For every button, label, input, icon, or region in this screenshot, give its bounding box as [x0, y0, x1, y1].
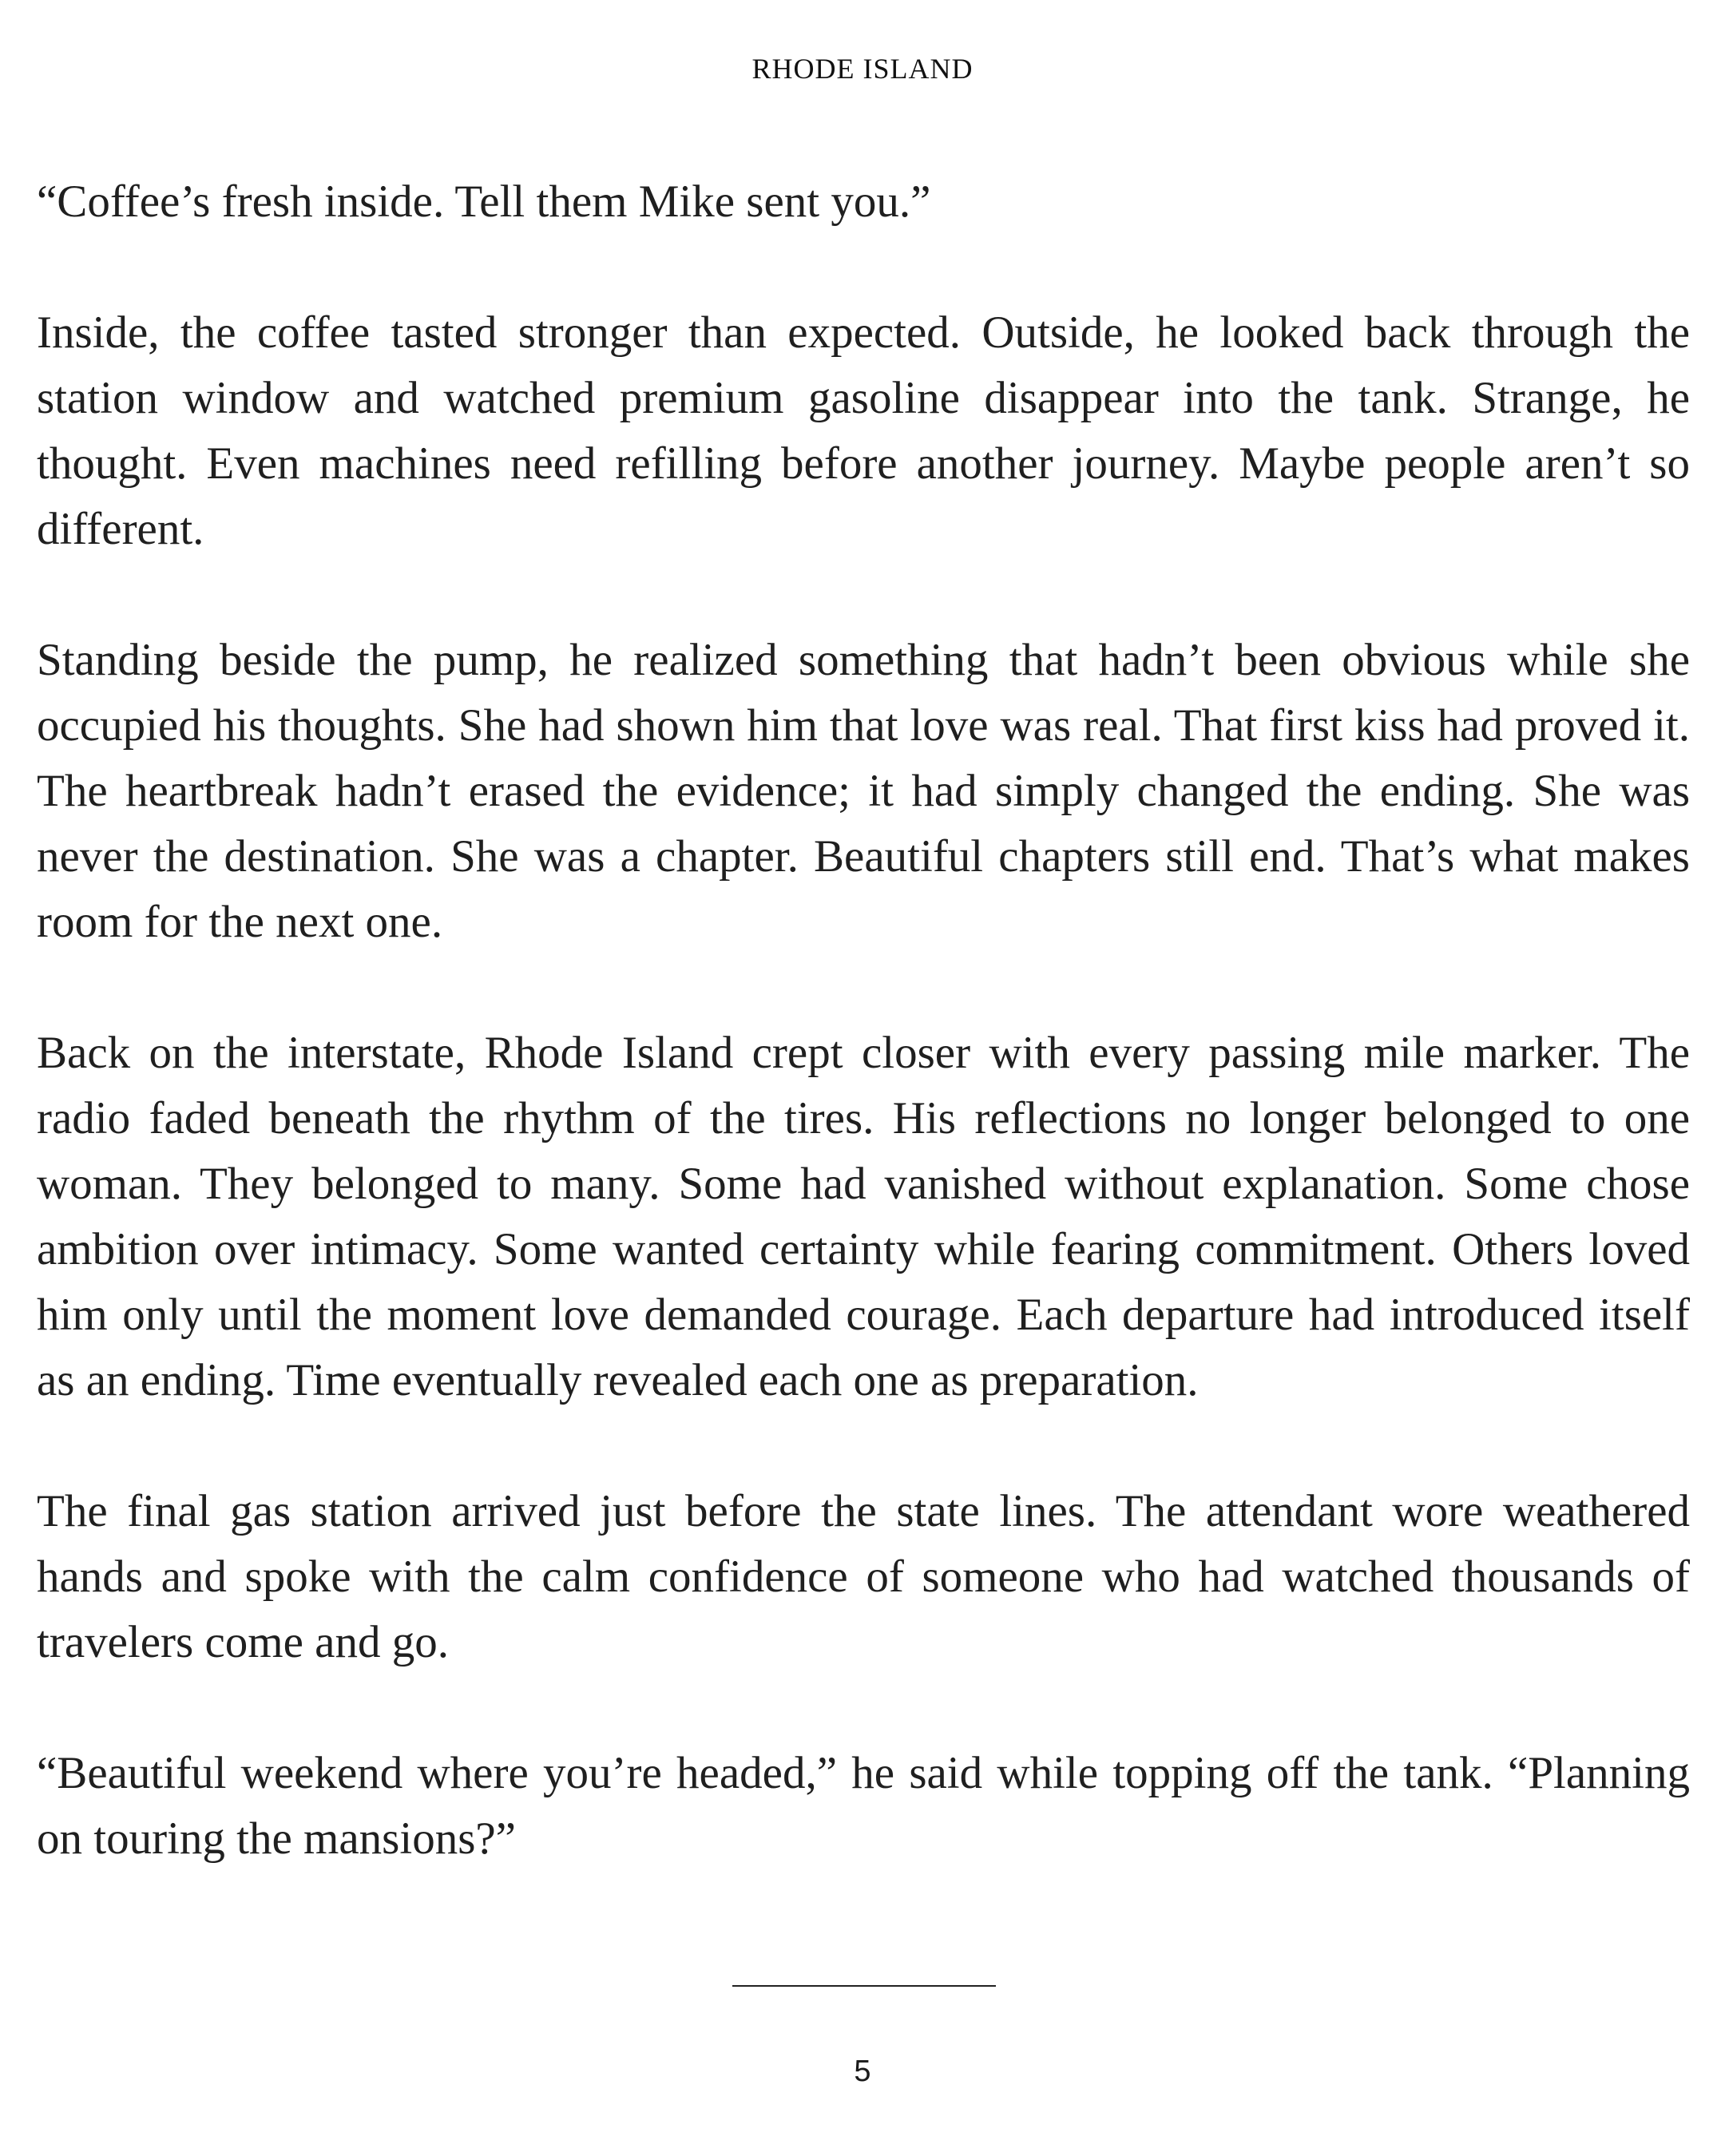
paragraph: Standing beside the pump, he realized something that hadn’t been obvious while she occupied his thoughts. She had shown him that love was real. That first kiss had proved it. The heartbreak hadn’t erased the evidence; it had simply changed the ending. She was never the destination. She was a chapter. Beautiful chapters still end. That’s what makes room for the next one.: [37, 635, 1690, 947]
footer-divider: [732, 1985, 996, 1987]
page-number: 5: [854, 2055, 871, 2088]
paragraph: “Beautiful weekend where you’re headed,” he said while topping off the tank. “Planning on touring the mansions?”: [37, 1748, 1690, 1864]
paragraph: “Coffee’s fresh inside. Tell them Mike sent you.”: [37, 176, 931, 227]
paragraph: Inside, the coffee tasted stronger than expected. Outside, he looked back through the station window and watched premium gasoline disappear into the tank. Strange, he thought. Even machines need refilling before another journey. Maybe people aren’t so different.: [37, 307, 1690, 554]
paragraph: The final gas station arrived just before the state lines. The attendant wore weathered hands and spoke with the calm confidence of someone who had watched thousands of travelers come and go.: [37, 1486, 1690, 1667]
paragraph: Back on the interstate, Rhode Island crept closer with every passing mile marker. The radio faded beneath the rhythm of the tires. His reflections no longer belonged to one woman. They belonged to many. Some had vanished without explanation. Some chose ambition over intimacy. Some wanted certainty while fearing commitment. Others loved him only until the moment love demanded courage. Each departure had introduced itself as an ending. Time eventually revealed each one as preparation.: [37, 1028, 1690, 1405]
running-head-title: RHODE ISLAND: [751, 53, 974, 85]
body-text: [37, 169, 1690, 1937]
